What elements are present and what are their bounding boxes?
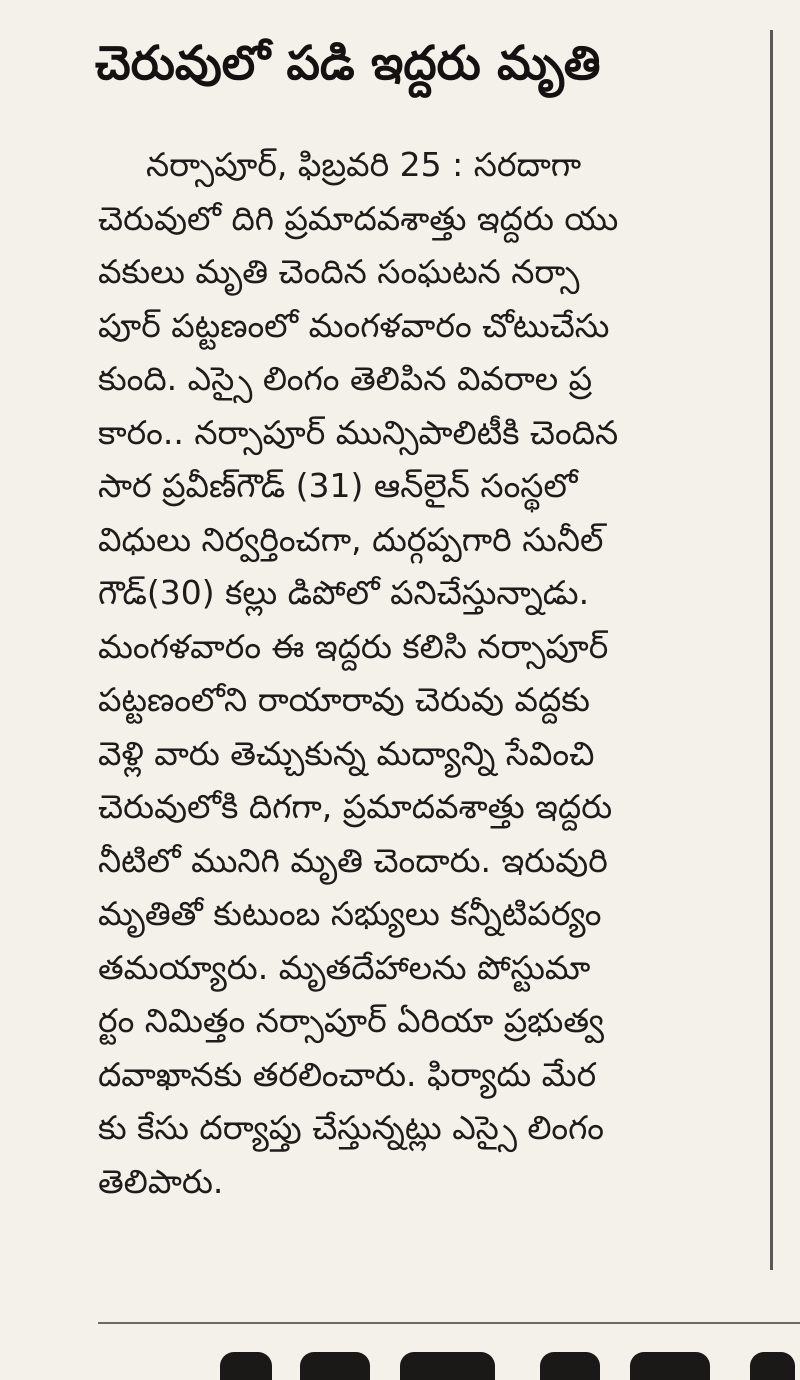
article-line: విధులు నిర్వర్తించగా, దుర్గప్పగారి సునీల్: [98, 519, 604, 559]
article-line: కారం.. నర్సాపూర్ మున్సిపాలిటీకి చెందిన: [98, 412, 619, 452]
article-line: చెరువులో దిగి ప్రమాదవశాత్తు ఇద్దరు యు: [98, 198, 619, 238]
article-line: గౌడ్(30) కల్లు డిపోలో పనిచేస్తున్నాడు.: [98, 573, 590, 612]
section-divider: [98, 1322, 800, 1324]
article-line: చెరువులోకి దిగగా, ప్రమాదవశాత్తు ఇద్దరు: [98, 787, 613, 826]
article-line: మంగళవారం ఈ ఇద్దరు కలిసి నర్సాపూర్: [98, 626, 609, 666]
article-line: మృతితో కుటుంబ సభ్యులు కన్నీటిపర్యం: [98, 894, 602, 933]
article-line: పూర్ పట్టణంలో మంగళవారం చోటుచేసు: [98, 305, 610, 345]
article-line: వెళ్లి వారు తెచ్చుకున్న మద్యాన్ని సేవించి: [98, 733, 595, 773]
article-body: [98, 138, 716, 1208]
article-line: తమయ్యారు. మృతదేహాలను పోస్టుమా: [98, 947, 591, 987]
article-line: ర్టం నిమిత్తం నర్సాపూర్ ఏరియా ప్రభుత్వ: [98, 1001, 604, 1040]
article-line: తెలిపారు.: [98, 1161, 224, 1201]
article-line: కుంది. ఎస్సై లింగం తెలిపిన వివరాల ప్ర: [98, 359, 593, 398]
article-line: దవాఖానకు తరలించారు. ఫిర్యాదు మేర: [98, 1054, 597, 1094]
headline: చెరువులో పడి ఇద్దరు మృతి: [95, 36, 601, 91]
article-line: నర్సాపూర్, ఫిబ్రవరి 25 : సరదాగా: [146, 145, 582, 184]
article-line: సార ప్రవీణ్‌గౌడ్ (31) ఆన్‌లైన్ సంస్థలో: [98, 466, 578, 505]
article-line: నీటిలో మునిగి మృతి చెందారు. ఇరువురి: [98, 840, 608, 880]
column-divider: [770, 30, 773, 1270]
next-headline-fragment: [190, 1352, 800, 1380]
article-line: కు కేసు దర్యాప్తు చేస్తున్నట్లు ఎస్సై లింగం: [98, 1108, 605, 1147]
article-line: వకులు మృతి చెందిన సంఘటన నర్సా: [98, 252, 580, 291]
article-line: పట్టణంలోని రాయారావు చెరువు వద్దకు: [98, 680, 590, 719]
